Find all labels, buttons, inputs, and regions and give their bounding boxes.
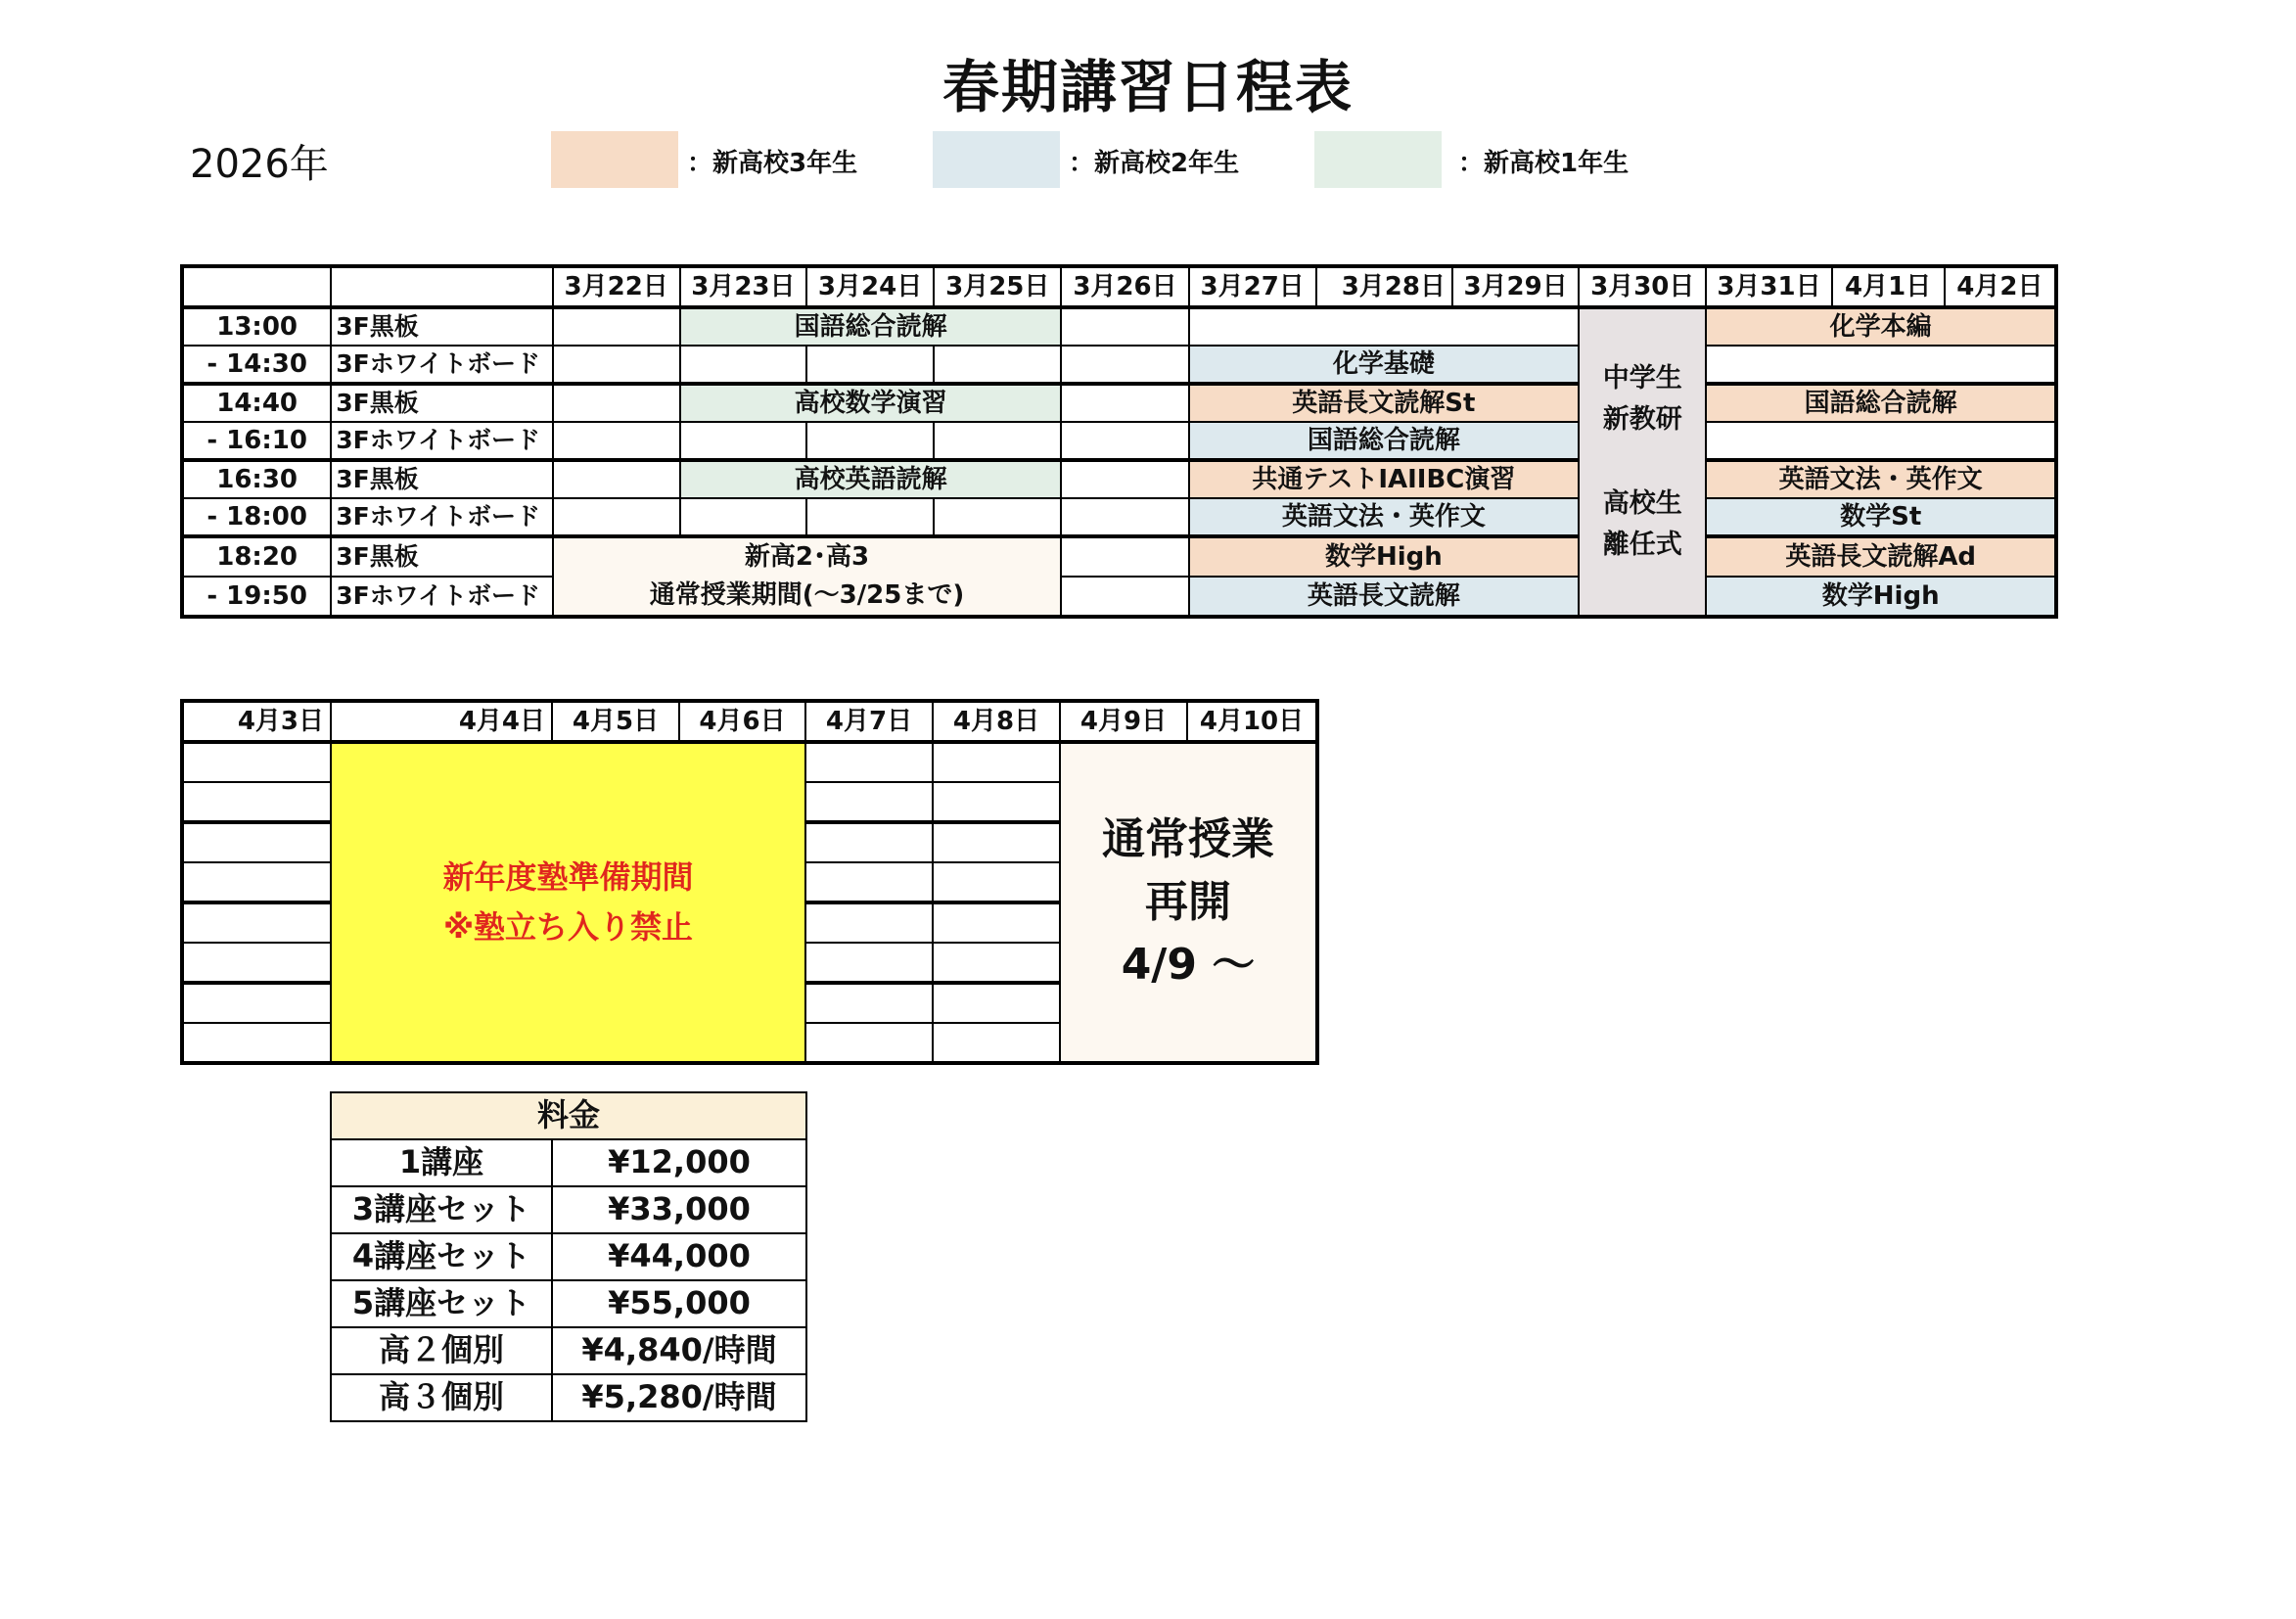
- time-end: - 18:00: [183, 498, 331, 536]
- header-blank: [183, 267, 331, 307]
- fee-price: ¥4,840/時間: [552, 1327, 806, 1374]
- empty-cell: [183, 943, 331, 983]
- empty-cell: [934, 346, 1061, 384]
- fee-row: [331, 1327, 806, 1374]
- legend-swatch-grade3: [551, 131, 678, 188]
- empty-cell: [1061, 307, 1188, 346]
- empty-cell: [805, 902, 933, 943]
- empty-cell: [680, 422, 806, 460]
- class-cell: 高校数学演習: [680, 384, 1062, 422]
- resume-line: 通常授業: [1102, 814, 1274, 865]
- empty-cell: [805, 822, 933, 862]
- mar30-event-cell: [1579, 307, 1706, 616]
- header-blank: [331, 267, 552, 307]
- closed-period-cell: [331, 742, 805, 1062]
- fee-label: 1講座: [331, 1139, 552, 1186]
- resume-line: 4/9 ～: [1121, 939, 1256, 990]
- empty-cell: [183, 902, 331, 943]
- empty-cell: [183, 742, 331, 782]
- fee-price: ¥33,000: [552, 1186, 806, 1233]
- date-header: 4月5日: [552, 702, 679, 742]
- event-line: 離任式: [1602, 529, 1682, 560]
- schedule-row: [183, 346, 2055, 384]
- class-cell: 化学本編: [1706, 307, 2055, 346]
- class-cell: 英語長文読解St: [1189, 384, 1580, 422]
- fee-table: [330, 1091, 807, 1422]
- date-header: 4月10日: [1187, 702, 1316, 742]
- schedule-row: [183, 460, 2055, 498]
- empty-cell: [1061, 422, 1188, 460]
- date-header: 3月28日: [1316, 267, 1452, 307]
- empty-cell: [183, 822, 331, 862]
- class-cell: 数学St: [1706, 498, 2055, 536]
- time-end: - 14:30: [183, 346, 331, 384]
- event-line: 中学生: [1602, 363, 1682, 394]
- empty-cell: [183, 983, 331, 1023]
- resume-notice-cell: [1060, 742, 1316, 1062]
- event-line: 新教研: [1602, 404, 1682, 436]
- schedule-row: [183, 422, 2055, 460]
- fee-row: [331, 1280, 806, 1327]
- empty-cell: [553, 498, 680, 536]
- time-start: 18:20: [183, 536, 331, 577]
- empty-cell: [553, 422, 680, 460]
- time-start: 16:30: [183, 460, 331, 498]
- legend-swatch-grade2: [933, 131, 1060, 188]
- empty-cell: [553, 460, 680, 498]
- schedule-row: [183, 577, 2055, 616]
- empty-cell: [183, 1023, 331, 1062]
- date-header-row: [183, 267, 2055, 307]
- class-cell: 共通テストIAIIBC演習: [1189, 460, 1580, 498]
- fee-label: 4講座セット: [331, 1233, 552, 1280]
- empty-cell: [1061, 536, 1188, 577]
- empty-cell: [933, 902, 1060, 943]
- schedule-row: [183, 498, 2055, 536]
- empty-cell: [1061, 460, 1188, 498]
- empty-cell: [934, 498, 1061, 536]
- class-cell: 英語長文読解: [1189, 577, 1580, 616]
- schedule-row: [183, 536, 2055, 577]
- schedule-table-april: [182, 701, 1317, 1063]
- closed-line: ※塾立ち入り禁止: [442, 908, 694, 946]
- empty-cell: [680, 498, 806, 536]
- note-line: 通常授業期間(～3/25まで): [649, 580, 965, 610]
- date-header: 4月3日: [183, 702, 331, 742]
- empty-cell: [1061, 498, 1188, 536]
- fee-price: ¥12,000: [552, 1139, 806, 1186]
- class-cell: 化学基礎: [1189, 346, 1580, 384]
- empty-cell: [1061, 346, 1188, 384]
- room-label: 3Fホワイトボード: [331, 577, 552, 616]
- empty-cell: [1706, 422, 2055, 460]
- empty-cell: [1706, 346, 2055, 384]
- time-start: 13:00: [183, 307, 331, 346]
- empty-cell: [806, 498, 934, 536]
- schedule-row: [183, 384, 2055, 422]
- empty-cell: [933, 742, 1060, 782]
- date-header: 3月30日: [1579, 267, 1706, 307]
- schedule-row: [183, 742, 1316, 782]
- empty-cell: [933, 822, 1060, 862]
- time-start: 14:40: [183, 384, 331, 422]
- class-cell: 国語総合読解: [1189, 422, 1580, 460]
- time-end: - 16:10: [183, 422, 331, 460]
- class-cell: 英語文法・英作文: [1706, 460, 2055, 498]
- room-label: 3F黒板: [331, 460, 552, 498]
- fee-row: [331, 1186, 806, 1233]
- empty-cell: [933, 943, 1060, 983]
- empty-cell: [805, 742, 933, 782]
- empty-cell: [805, 862, 933, 902]
- fee-label: 高２個別: [331, 1327, 552, 1374]
- empty-cell: [183, 862, 331, 902]
- date-header: 4月6日: [679, 702, 805, 742]
- regular-class-period-note: [553, 536, 1062, 616]
- empty-cell: [806, 422, 934, 460]
- empty-cell: [933, 1023, 1060, 1062]
- fee-price: ¥55,000: [552, 1280, 806, 1327]
- date-header: 3月25日: [934, 267, 1061, 307]
- fee-header: 料金: [331, 1092, 806, 1139]
- note-line: 新高2･高3: [744, 542, 870, 572]
- empty-cell: [553, 384, 680, 422]
- empty-cell: [1189, 307, 1580, 346]
- fee-label: 3講座セット: [331, 1186, 552, 1233]
- date-header: 4月1日: [1832, 267, 1945, 307]
- schedule-table-march: [182, 266, 2056, 617]
- fee-label: 5講座セット: [331, 1280, 552, 1327]
- legend-label-grade1: ：新高校1年生: [1458, 149, 1630, 178]
- empty-cell: [1061, 384, 1188, 422]
- class-cell: 高校英語読解: [680, 460, 1062, 498]
- event-spacer: [1580, 440, 1705, 484]
- empty-cell: [934, 422, 1061, 460]
- fee-price: ¥5,280/時間: [552, 1374, 806, 1421]
- class-cell: 数学High: [1189, 536, 1580, 577]
- legend-swatch-grade1: [1314, 131, 1442, 188]
- date-header-row: [183, 702, 1316, 742]
- schedule-row: [183, 307, 2055, 346]
- date-header: 4月7日: [805, 702, 933, 742]
- class-cell: 英語長文読解Ad: [1706, 536, 2055, 577]
- class-cell: 英語文法・英作文: [1189, 498, 1580, 536]
- class-cell: 国語総合読解: [680, 307, 1062, 346]
- legend-label-grade2: ：新高校2年生: [1069, 149, 1240, 178]
- page-title: 春期講習日程表: [941, 54, 1354, 120]
- empty-cell: [805, 782, 933, 822]
- date-header: 4月8日: [933, 702, 1060, 742]
- date-header: 3月31日: [1706, 267, 1831, 307]
- room-label: 3Fホワイトボード: [331, 346, 552, 384]
- date-header: 3月27日: [1189, 267, 1316, 307]
- fee-row: [331, 1374, 806, 1421]
- empty-cell: [933, 983, 1060, 1023]
- room-label: 3Fホワイトボード: [331, 422, 552, 460]
- date-header: 4月2日: [1945, 267, 2055, 307]
- fee-row: [331, 1233, 806, 1280]
- date-header: 3月22日: [553, 267, 680, 307]
- empty-cell: [553, 307, 680, 346]
- empty-cell: [806, 346, 934, 384]
- empty-cell: [805, 1023, 933, 1062]
- date-header: 3月24日: [806, 267, 934, 307]
- room-label: 3F黒板: [331, 384, 552, 422]
- empty-cell: [933, 862, 1060, 902]
- empty-cell: [183, 782, 331, 822]
- class-cell: 数学High: [1706, 577, 2055, 616]
- class-cell: 国語総合読解: [1706, 384, 2055, 422]
- fee-label: 高３個別: [331, 1374, 552, 1421]
- empty-cell: [553, 346, 680, 384]
- event-line: 高校生: [1602, 488, 1682, 519]
- closed-line: 新年度塾準備期間: [442, 857, 694, 896]
- room-label: 3F黒板: [331, 536, 552, 577]
- empty-cell: [805, 983, 933, 1023]
- date-header: 4月9日: [1060, 702, 1187, 742]
- room-label: 3F黒板: [331, 307, 552, 346]
- date-header: 4月4日: [331, 702, 552, 742]
- date-header: 3月26日: [1061, 267, 1188, 307]
- room-label: 3Fホワイトボード: [331, 498, 552, 536]
- year-label: 2026年: [190, 142, 329, 187]
- time-end: - 19:50: [183, 577, 331, 616]
- empty-cell: [1061, 577, 1188, 616]
- empty-cell: [933, 782, 1060, 822]
- legend-label-grade3: ：新高校3年生: [687, 149, 858, 178]
- fee-row: [331, 1139, 806, 1186]
- fee-header-row: [331, 1092, 806, 1139]
- empty-cell: [680, 346, 806, 384]
- empty-cell: [805, 943, 933, 983]
- resume-line: 再開: [1145, 877, 1231, 928]
- date-header: 3月29日: [1452, 267, 1579, 307]
- date-header: 3月23日: [680, 267, 806, 307]
- fee-price: ¥44,000: [552, 1233, 806, 1280]
